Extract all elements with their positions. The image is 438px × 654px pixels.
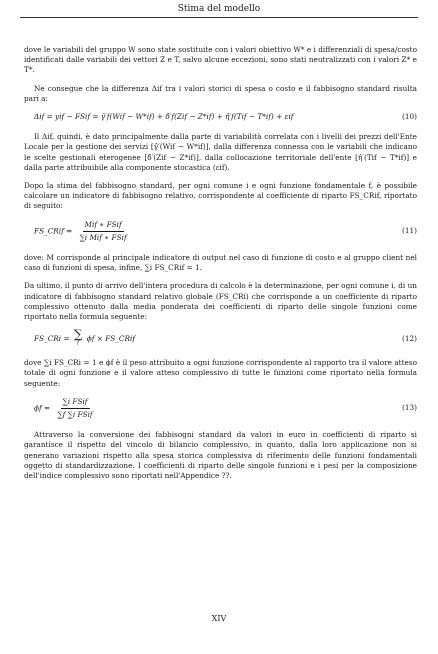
equation-11-lhs: FS_CRif = — [34, 226, 75, 236]
equation-12-rhs: ϕf × FS_CRif — [86, 334, 136, 344]
summation-symbol: ∑ f — [73, 327, 83, 347]
paragraph-5: dove: M corrisponde al principale indicatore di output nel caso di funzione di costo e al gruppo client nel caso di funzioni di spesa, infine, ∑i FS_CRif = 1. — [24, 253, 417, 273]
equation-12-number: (12) — [402, 334, 417, 344]
equation-11-number: (11) — [402, 226, 417, 236]
equation-13 — [24, 397, 417, 420]
equation-13-numerator: ∑i FSif — [61, 397, 90, 409]
equation-13-number: (13) — [402, 403, 417, 413]
paragraph-8: Attraverso la conversione dei fabbisogni standard da valori in euro in coefficienti di riparto si garantisce il rispetto del vincolo di bilancio complessivo, in quanto, dalla loro applicazione non si generano variazioni rispetto alla spesa storica complessiva di riferimento delle funzioni fondamentali oggetto di standardizzazione. I coefficienti di riparto delle singole funzioni e i pesi per la composizione dell'indice complessivo sono riportati nell'Appendice ??. — [24, 430, 417, 481]
paragraph-4: Dopo la stima del fabbisogno standard, per ogni comune i e ogni funzione fondamentale f, è possibile calcolare un indicatore di fabbisogno relativo, corrispondente al coefficiente di riparto FS_CRif, riportato di seguito: — [24, 181, 417, 211]
equation-12-sum-subscript: f — [77, 340, 80, 347]
paragraph-7: dove ∑i FS_CRi = 1 e ϕf è il peso attribuito a ogni funzione corrispondente al rapporto tra il valore atteso totale di ogni funzione e il valore atteso complessivo di tutte le funzioni come riportato nella formula seguente: — [24, 358, 417, 388]
equation-11-numerator: Mif ∗ FSif — [83, 220, 124, 232]
equation-13-denominator: ∑f ∑i FSif — [57, 410, 93, 420]
paragraph-2: Ne consegue che la differenza Δif tra i valori storici di spesa o costo e il fabbisogno standard risulta pari a: — [24, 83, 417, 103]
equation-12 — [24, 327, 417, 348]
equation-13-lhs: ϕf = — [34, 403, 53, 413]
body-text — [24, 45, 417, 489]
equation-10-number: (10) — [402, 112, 417, 122]
paragraph-6: Da ultimo, il punto di arrivo dell'intera procedura di calcolo è la determinazione, per ogni comune i, di un indicatore di fabbisogno standard relativo globale (FS_CRi) che corrisponde a un coefficiente di riparto complessivo ottenuto dalla media ponderata dei coefficienti di riparto delle singole funzioni come riportato nella formula seguente: — [24, 281, 417, 322]
equation-12-lhs: FS_CRi = — [34, 334, 72, 344]
equation-11-fraction — [78, 220, 129, 243]
paragraph-1: dove le variabili del gruppo W sono state sostituite con i valori obiettivo W* e i differenziali di spesa/costo identificati dalle variabili dei vettori Z e T, salvo alcune eccezioni, sono stati neutralizzati con i valori Z* e T*. — [24, 45, 417, 75]
equation-11-denominator: ∑i Mif ∗ FSif — [79, 232, 127, 242]
equation-10-rhs: γ̂′f(Wif − W*if) + δ̂′f(Zif − Z*if) + η̂′f(Tif − T*if) + εif — [100, 112, 294, 122]
page-number: XIV — [211, 614, 227, 623]
running-header: Stima del modello — [20, 4, 418, 18]
equation-10-lhs: Δif = yif − FSif = — [34, 112, 101, 122]
equation-13-fraction — [55, 397, 94, 420]
equation-11 — [24, 220, 417, 243]
equation-10 — [24, 112, 417, 122]
paragraph-3: Il Δif, quindi, è dato principalmente dalla parte di variabilità correlata con i livelli dei prezzi dell'Ente Locale per la gestione dei servizi [γ̂′(Wif − W*if)], dalla differenza connessa con le variabili che indicano le scelte gestionali eterogenee [δ̂′(Zif − Z*if)], dalla collocazione territoriale dell'ente [η̂′(Tif − T*if)] e dalla parte attribuibile alla componente stocastica (εif). — [24, 132, 417, 172]
